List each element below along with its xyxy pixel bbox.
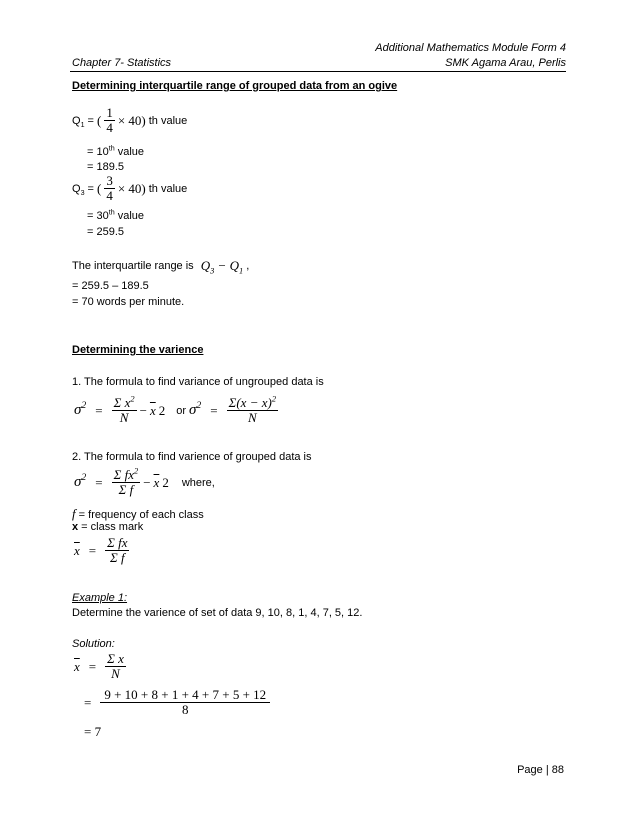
sum-dev-over-n: $\frac{\Sigma(x - x)^2}{N}$ <box>228 393 277 426</box>
xbar-squared: $\overline{x}$ <box>149 402 156 418</box>
q1-fraction: $\frac{1}{4}$ <box>106 105 113 136</box>
iqr-result: = 70 words per minute. <box>72 296 185 308</box>
header-rule <box>70 71 566 72</box>
equals-sign: = <box>87 182 94 195</box>
section-heading-variance: Determining the varience <box>72 344 204 356</box>
or-label: or <box>176 404 186 417</box>
q3-position: = 30th value <box>87 208 145 222</box>
xbar: $\overline{x}$ <box>74 658 80 674</box>
page-number: Page | 88 <box>517 764 564 776</box>
equals-sign: = <box>95 474 103 490</box>
minus-sign: − <box>139 402 147 418</box>
solution-mean-formula <box>74 652 126 682</box>
equals-sign: = <box>88 658 97 674</box>
th-value-label: th value <box>148 182 188 195</box>
sigma-symbol: $\sigma^2$ <box>74 472 87 491</box>
iqr-calculation: = 259.5 – 189.5 <box>72 280 149 292</box>
grouped-variance-formula: $\sigma^2$ = $\frac{\Sigma fx^2}{\text{Σ f}}$ − $\overline{x}$ 2 where, <box>74 465 215 498</box>
equals-sign: = <box>87 114 94 127</box>
mean-formula <box>74 536 129 566</box>
q3-formula <box>72 174 187 204</box>
equals-sign: = <box>88 542 97 558</box>
q1-formula <box>72 106 187 136</box>
solution-substitution <box>84 688 270 718</box>
xbar-squared: $\overline{x}$ <box>153 474 160 490</box>
variance-item-1: 1. The formula to find variance of ungrouped data is <box>72 376 324 388</box>
th-value-label: th value <box>148 114 188 127</box>
q3-label: $Q_3$ <box>72 182 85 197</box>
xbar: $\overline{x}$ <box>74 542 80 558</box>
iqr-text: The interquartile range is <box>72 260 194 272</box>
sum-fx-over-sum-f: $\frac{\text{Σ fx}}{\text{Σ f}}$ <box>107 535 128 566</box>
iqr-expression: $Q_3 - Q_1$ <box>200 258 244 276</box>
header-school: SMK Agama Arau, Perlis <box>445 57 566 69</box>
header-chapter: Chapter 7- Statistics <box>72 57 172 69</box>
equals-sign: = <box>95 402 103 418</box>
q1-label: $Q_1$ <box>72 114 85 129</box>
sum-values-over-count: $\frac{9 + 10 + 8 + 1 + 4 + 7 + 5 + 12}{8}$ <box>100 688 270 718</box>
iqr-comma: , <box>246 260 250 272</box>
equals-sign: = <box>84 694 92 710</box>
variance-item-2: 2. The formula to find varience of grouped data is <box>72 451 312 463</box>
ungrouped-variance-formula: $\sigma^2$ = $\frac{\Sigma x^2}{N}$ − $\overline{x}$ 2 or $\sigma^2$ = $\frac{\Sigma(x - x)^2}{N}$ <box>74 393 277 426</box>
solution-label: Solution: <box>72 638 115 650</box>
minus-sign: − <box>143 474 151 490</box>
example-title: Example 1: <box>72 592 128 604</box>
where-label: where, <box>181 476 215 489</box>
sigma-symbol: $\sigma^2$ <box>74 400 87 419</box>
iqr-statement <box>72 258 249 274</box>
equals-sign: = <box>210 402 218 418</box>
sum-x-over-n: $\frac{\text{Σ x}}{N}$ <box>107 651 124 682</box>
solution-result: = 7 <box>84 724 102 739</box>
section-heading-iqr: Determining interquartile range of grouped data from an ogive <box>72 80 398 92</box>
q1-position: = 10th value <box>87 144 145 158</box>
q3-result: = 259.5 <box>87 226 125 238</box>
q1-result: = 189.5 <box>87 161 125 173</box>
sigma-symbol: $\sigma^2$ <box>189 400 202 419</box>
f-definition: f = frequency of each class <box>72 506 204 521</box>
sum-x2-over-n: $\frac{\Sigma x^2}{N}$ <box>113 393 135 426</box>
header-title: Additional Mathematics Module Form 4 <box>375 42 566 54</box>
q3-fraction: $\frac{3}{4}$ <box>106 173 113 204</box>
sum-fx2-over-sum-f: $\frac{\Sigma fx^2}{\text{Σ f}}$ <box>113 465 139 498</box>
times-forty: × 40) <box>117 112 146 128</box>
times-forty: × 40) <box>117 180 146 196</box>
open-paren: ( <box>96 112 102 128</box>
example-question: Determine the varience of set of data 9, 10, 8, 1, 4, 7, 5, 12. <box>72 607 363 619</box>
open-paren: ( <box>96 180 102 196</box>
x-definition: x = class mark <box>72 521 144 533</box>
